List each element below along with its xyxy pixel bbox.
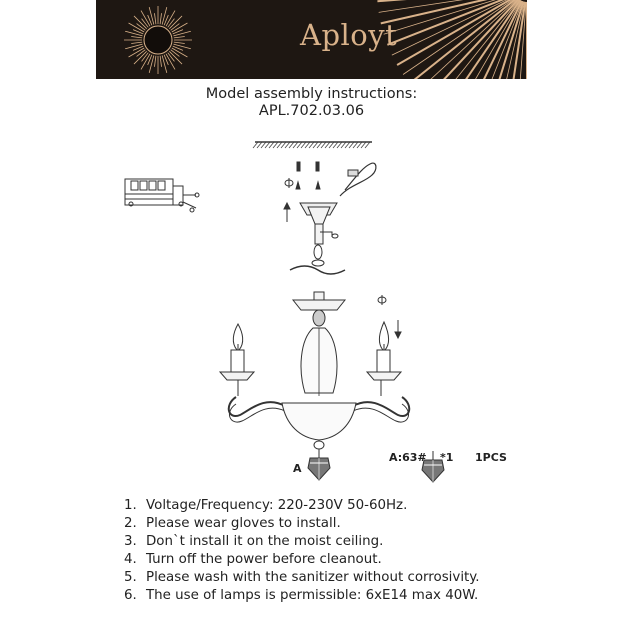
mounting-screws-icon	[296, 162, 320, 189]
title-line-1: Model assembly instructions:	[205, 86, 418, 102]
crystal-marker-label: A	[293, 462, 302, 475]
sun-ray	[160, 13, 161, 24]
arrow-down-icon	[395, 320, 401, 338]
ceiling-icon	[253, 142, 372, 148]
list-item: 4. Turn off the power before cleanout.	[124, 552, 382, 567]
sun-logo-icon	[124, 6, 192, 74]
document-title	[0, 86, 623, 120]
brand-name: Aployt	[300, 18, 398, 52]
sunburst-ray	[410, 0, 518, 79]
sunburst-rays-icon	[377, 0, 527, 79]
sun-ray	[168, 19, 175, 28]
terminal-block-icon	[125, 179, 199, 212]
central-column-icon	[301, 328, 337, 396]
list-item: 3. Don`t install it on the moist ceiling.	[124, 534, 384, 549]
list-item: 6. The use of lamps is permissible: 6xE14 max 40W.	[124, 588, 479, 603]
sun-ray	[168, 53, 175, 62]
sun-ray	[125, 31, 142, 36]
spare-part-quantity: 1PCS	[475, 451, 507, 464]
list-item: 1. Voltage/Frequency: 220-230V 50-60Hz.	[124, 498, 408, 513]
chain-icon	[290, 245, 345, 274]
sun-ray	[142, 19, 149, 28]
model-number: APL.702.03.06	[258, 103, 365, 119]
sun-ray	[160, 56, 161, 67]
sun-ray	[149, 7, 154, 24]
sun-core	[144, 26, 172, 54]
spare-part-multiplier: *1	[440, 451, 454, 464]
list-item: 5. Please wash with the sanitizer without corrosivity.	[124, 570, 480, 585]
sun-ray	[137, 24, 146, 31]
safety-notes-list	[124, 497, 480, 605]
bottom-bowl-icon	[282, 403, 356, 449]
sun-ray	[137, 50, 146, 57]
sunburst-ray	[516, 2, 526, 79]
sun-ray	[142, 53, 149, 62]
list-item: 2. Please wear gloves to install.	[124, 516, 341, 531]
sun-ray	[174, 42, 185, 43]
sun-ray	[173, 44, 190, 49]
assembly-drawing	[0, 120, 623, 490]
sun-ray	[162, 55, 167, 72]
sun-ray	[125, 44, 142, 49]
sun-ray	[162, 7, 167, 24]
sun-ray	[131, 42, 142, 43]
brand-banner	[96, 0, 527, 79]
sun-ray	[174, 36, 185, 37]
spare-part-code: A:63#	[389, 451, 427, 464]
sun-ray	[171, 24, 180, 31]
top-cup-icon	[293, 292, 345, 326]
arrow-up-icon	[284, 203, 290, 222]
sun-ray	[154, 13, 155, 24]
sun-ray	[131, 36, 142, 37]
crystal-pendant-icon	[308, 449, 330, 480]
sun-ray	[154, 56, 155, 67]
sun-ray	[173, 31, 190, 36]
sun-ray	[149, 55, 154, 72]
canopy-icon	[308, 207, 338, 244]
sun-ray	[171, 50, 180, 57]
rotate-symbol-icon	[285, 178, 386, 305]
